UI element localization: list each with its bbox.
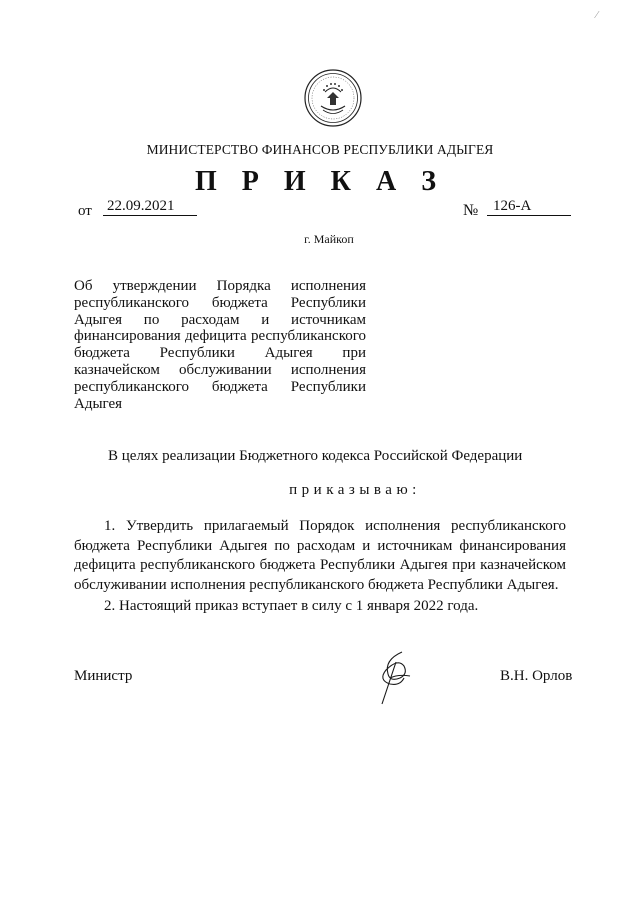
preamble: В целях реализации Бюджетного кодекса Российской Федерации <box>108 448 523 464</box>
number-label: № <box>463 202 479 219</box>
coat-of-arms-icon <box>303 68 363 128</box>
order-item: 2. Настоящий приказ вступает в силу с 1 января 2022 года. <box>104 598 479 614</box>
corner-mark: ⁄ <box>596 10 598 21</box>
signer-position: Министр <box>74 668 133 684</box>
signer-name: В.Н. Орлов <box>500 668 573 684</box>
signature-icon <box>370 648 416 706</box>
date-label: от <box>78 203 92 219</box>
order-item: 1. Утвердить прилагаемый Порядок исполнения республиканского бюджета Республики Адыгея по расходам и источникам финансирования дефицита республиканского бюджета Республики Адыгея при казначейском обслуживании исполнения республиканского бюджета Республики Адыгея. <box>74 518 566 593</box>
ministry-name: МИНИСТЕРСТВО ФИНАНСОВ РЕСПУБЛИКИ АДЫГЕЯ <box>146 142 494 157</box>
order-word: приказываю: <box>289 482 421 498</box>
document-number: 126-А <box>487 198 571 216</box>
document-title: П Р И К А З <box>195 166 445 197</box>
document-date: 22.09.2021 <box>103 198 197 216</box>
document-subject: Об утверждении Порядка исполнения республиканского бюджета Республики Адыгея по расходам и источникам финансирования дефицита республиканского бюджета Республики Адыгея при казначейском обслуживании исполнения республиканского бюджета Республики Адыгея <box>74 278 366 412</box>
order-items <box>74 517 566 617</box>
city: г. Майкоп <box>304 232 354 246</box>
